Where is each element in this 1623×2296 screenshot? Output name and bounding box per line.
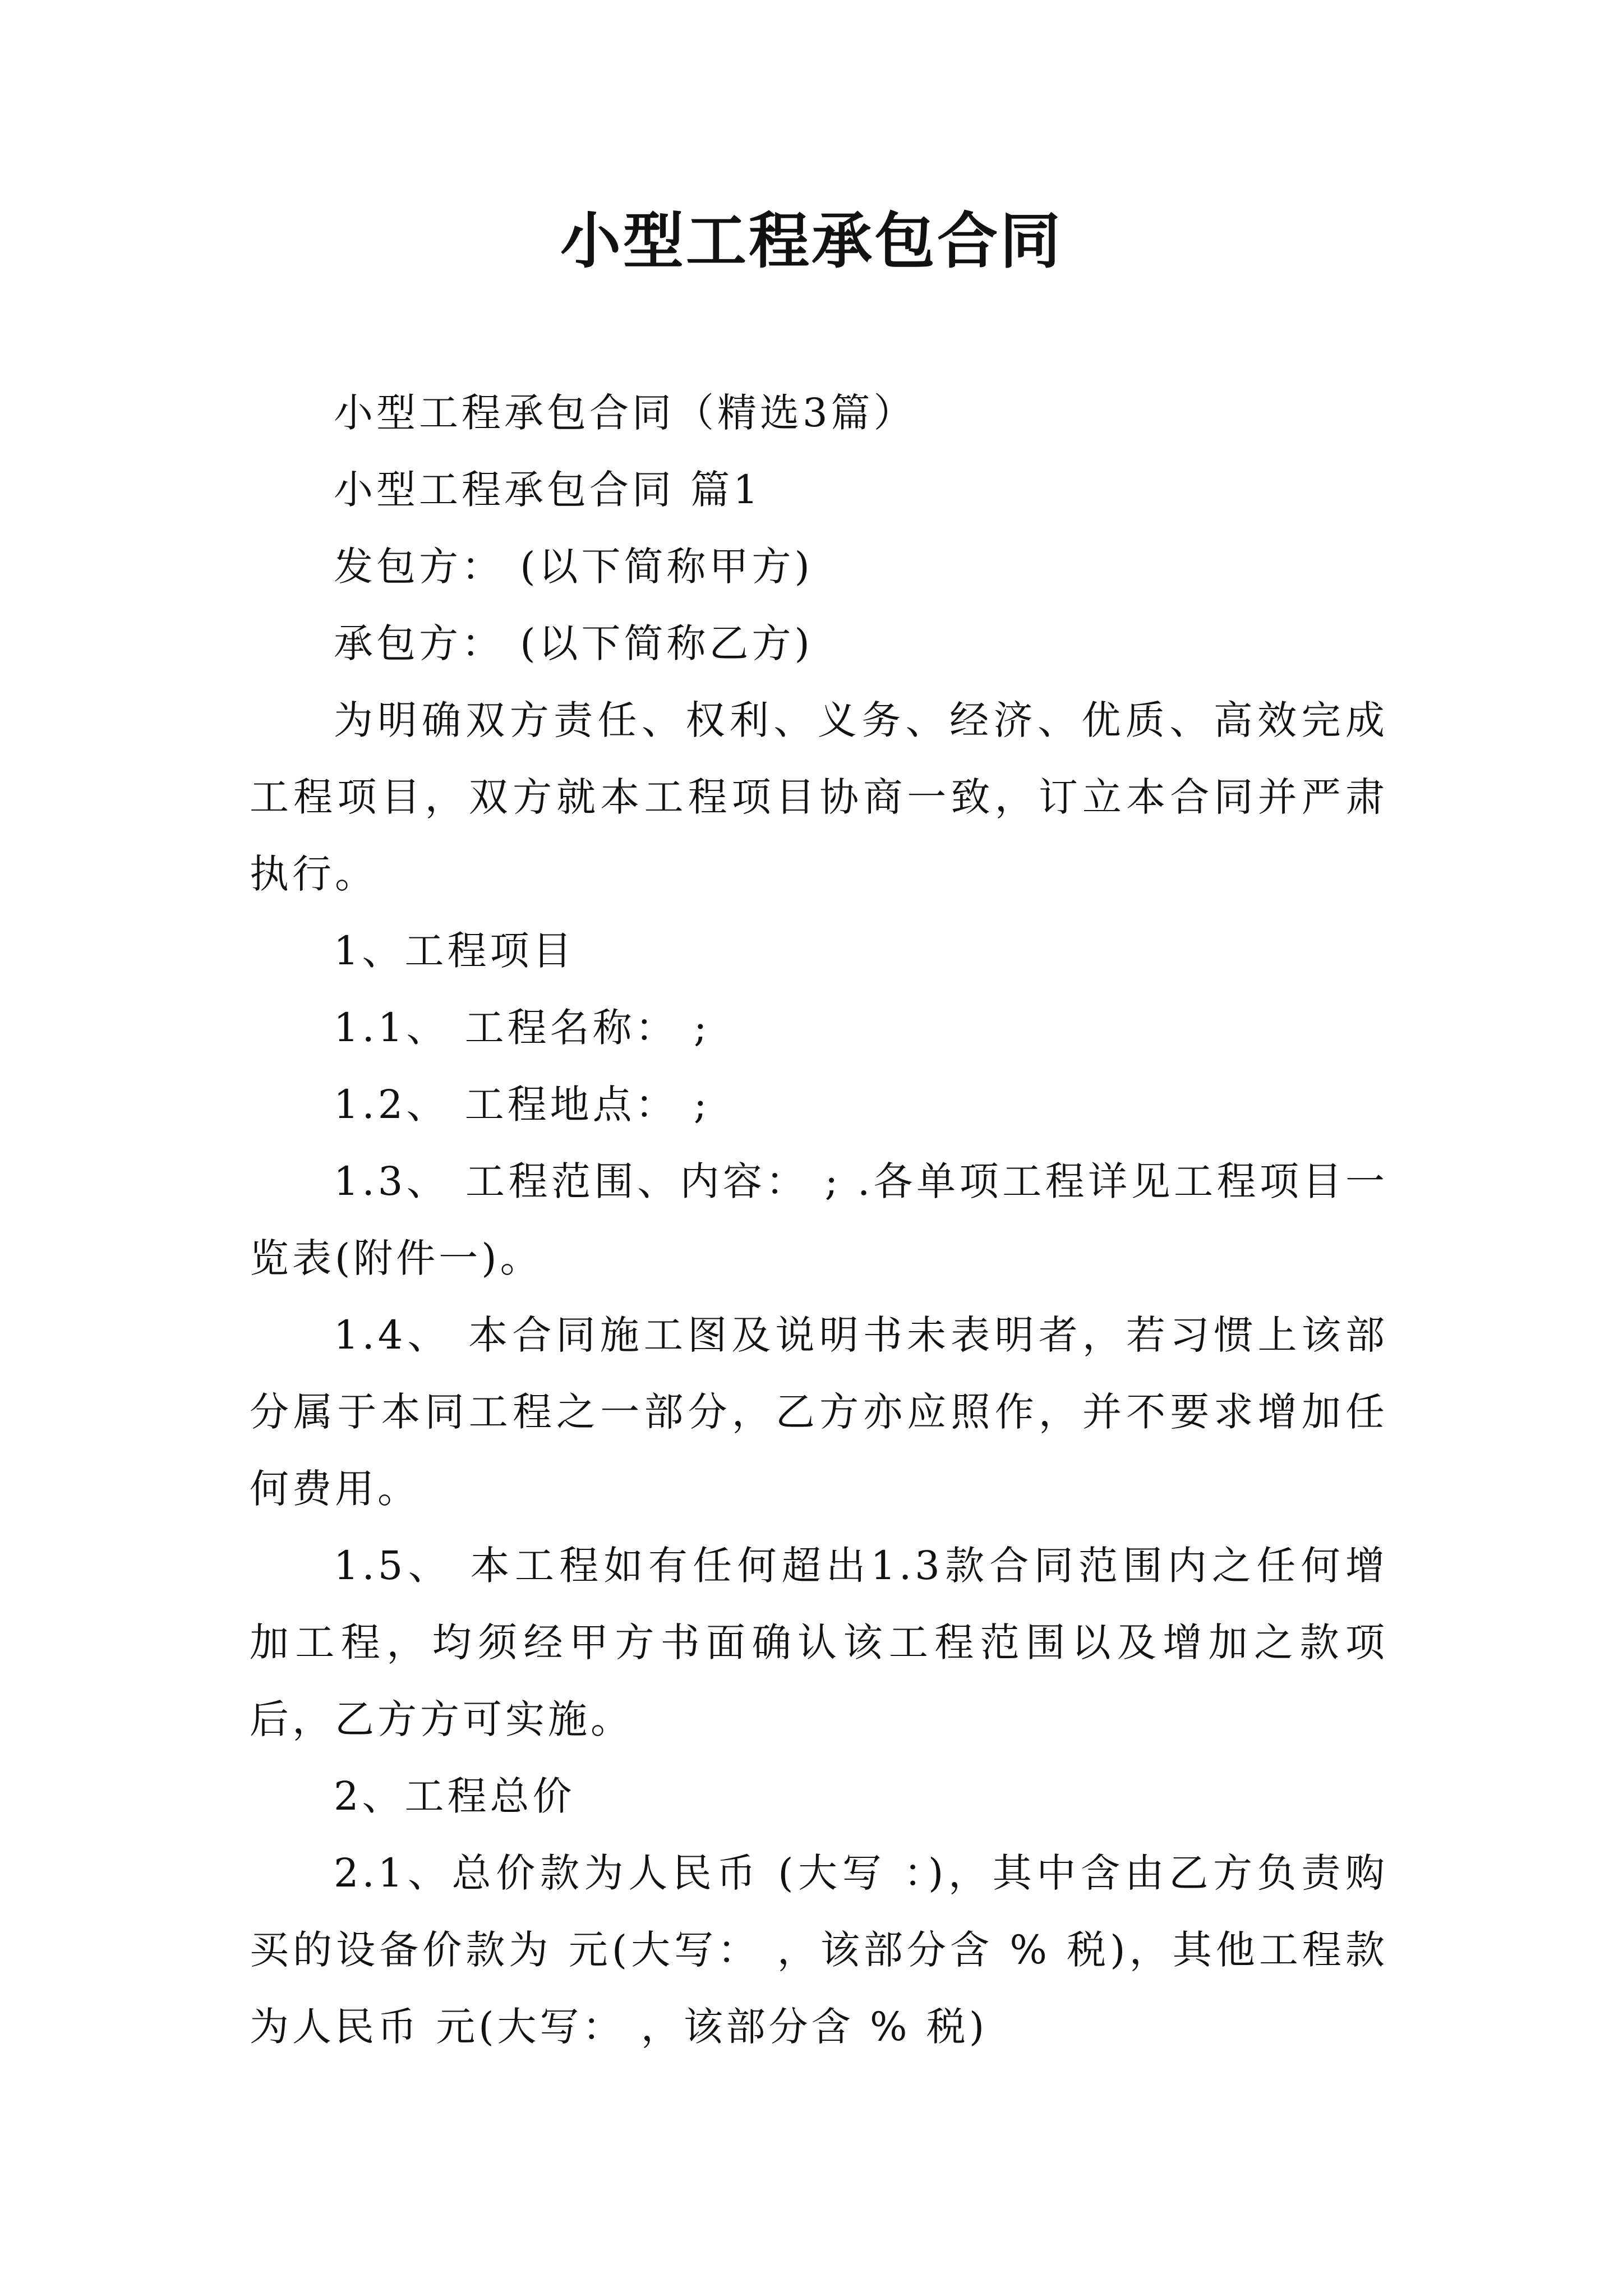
- paragraph-section-2-heading: 2、工程总价: [334, 1773, 575, 1819]
- document-body: [250, 375, 1388, 2065]
- paragraph-subtitle: 小型工程承包合同（精选3篇）: [334, 390, 916, 436]
- paragraph-section-1-heading: 1、工程项目: [334, 928, 575, 974]
- paragraph-clause-2-1: 2.1、总价款为人民币 (大写 ：)，其中含由乙方负责购买的设备价款为 元(大写： ，该部分含 % 税)，其他工程款为人民币 元(大写： ，该部分含 % 税): [250, 1850, 1388, 2050]
- paragraph-preamble: 为明确双方责任、权利、义务、经济、优质、高效完成工程项目，双方就本工程项目协商一致，订立本合同并严肃执行。: [250, 697, 1388, 897]
- paragraph-party-b: 承包方： (以下简称乙方): [334, 620, 813, 666]
- paragraph-clause-1-5: 1.5、 本工程如有任何超出1.3款合同范围内之任何增加工程，均须经甲方书面确认该工程范围以及增加之款项后，乙方方可实施。: [250, 1543, 1388, 1742]
- document-title: 小型工程承包合同: [560, 206, 1063, 277]
- paragraph-party-a: 发包方： (以下简称甲方): [334, 544, 813, 590]
- paragraph-part-heading: 小型工程承包合同 篇1: [334, 467, 762, 513]
- paragraph-clause-1-3: 1.3、 工程范围、内容： ; .各单项工程详见工程项目一览表(附件一)。: [250, 1158, 1388, 1281]
- paragraph-clause-1-2: 1.2、 工程地点： ;: [334, 1082, 711, 1128]
- paragraph-clause-1-1: 1.1、 工程名称： ;: [334, 1005, 711, 1051]
- paragraph-clause-1-4: 1.4、 本合同施工图及说明书未表明者，若习惯上该部分属于本同工程之一部分，乙方亦应照作，并不要求增加任何费用。: [250, 1312, 1388, 1512]
